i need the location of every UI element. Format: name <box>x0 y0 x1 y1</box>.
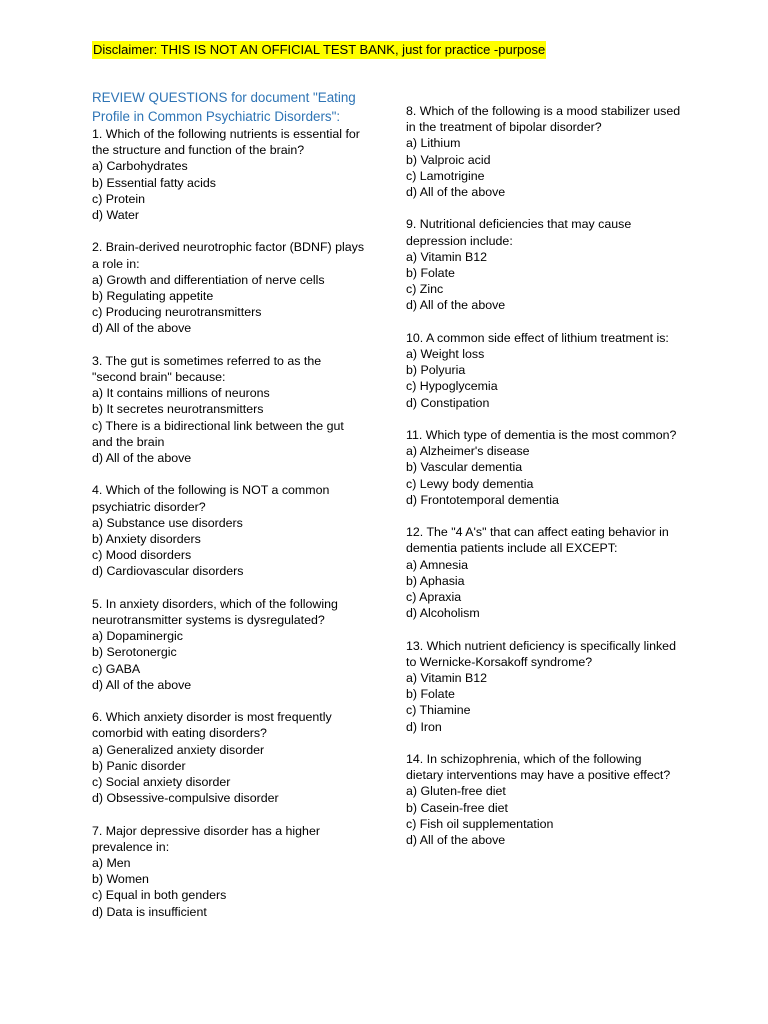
answer-option: c) Fish oil supplementation <box>406 816 554 831</box>
question-text: 1. Which of the following nutrients is essential for the structure and function of the brain? <box>92 127 360 158</box>
answer-option: d) All of the above <box>406 185 506 200</box>
answer-option: c) Protein <box>92 191 146 206</box>
question-text: 8. Which of the following is a mood stabilizer used in the treatment of bipolar disorder? <box>406 104 681 135</box>
question-text: 5. In anxiety disorders, which of the following neurotransmitter systems is dysregulated? <box>92 596 338 628</box>
answer-option: b) Valproic acid <box>406 152 491 167</box>
answer-option: a) Vitamin B12 <box>406 249 488 264</box>
question-block <box>406 427 681 508</box>
answer-option: b) Folate <box>406 687 455 702</box>
answer-option: a) Weight loss <box>406 347 485 362</box>
answer-option: a) It contains millions of neurons <box>92 386 270 401</box>
answer-option: b) Polyuria <box>406 363 466 378</box>
answer-option: d) All of the above <box>406 833 506 848</box>
answer-option: d) All of the above <box>92 677 192 692</box>
question-block <box>92 823 364 920</box>
answer-option: c) Apraxia <box>406 590 462 605</box>
answer-option: c) Zinc <box>406 282 444 297</box>
answer-option: c) Thiamine <box>406 703 471 718</box>
answer-option: d) All of the above <box>92 321 192 336</box>
answer-option: d) Cardiovascular disorders <box>92 564 244 579</box>
answer-option: b) Panic disorder <box>92 758 186 773</box>
review-heading: REVIEW QUESTIONS for document "Eating Profile in Common Psychiatric Disorders": <box>92 90 356 124</box>
answer-option: d) Frontotemporal dementia <box>406 492 559 507</box>
answer-option: a) Gluten-free diet <box>406 784 506 799</box>
answer-option: c) Producing neurotransmitters <box>92 305 262 320</box>
question-block <box>92 239 364 336</box>
answer-option: d) All of the above <box>406 298 506 313</box>
question-block <box>406 103 681 200</box>
answer-option: c) Mood disorders <box>92 548 192 563</box>
answer-option: a) Generalized anxiety disorder <box>92 742 265 757</box>
answer-option: b) Vascular dementia <box>406 460 523 475</box>
answer-option: c) GABA <box>92 661 141 676</box>
answer-option: b) Aphasia <box>406 573 465 588</box>
answer-option: b) Essential fatty acids <box>92 175 216 190</box>
answer-option: a) Growth and differentiation of nerve cells <box>92 272 325 287</box>
disclaimer-banner: Disclaimer: THIS IS NOT AN OFFICIAL TEST BANK, just for practice -purpose <box>93 42 546 57</box>
question-text: 12. The "4 A's" that can affect eating behavior in dementia patients include all EXCEPT: <box>406 525 669 556</box>
answer-option: a) Lithium <box>406 136 461 151</box>
answer-option: c) Social anxiety disorder <box>92 775 231 790</box>
question-text: 13. Which nutrient deficiency is specifically linked to Wernicke-Korsakoff syndrome? <box>406 638 676 669</box>
answer-option: a) Amnesia <box>406 557 468 572</box>
answer-option: d) Water <box>92 208 140 223</box>
question-block <box>92 596 364 693</box>
right-column <box>406 103 681 864</box>
answer-option: c) Hypoglycemia <box>406 379 498 394</box>
answer-option: b) Serotonergic <box>92 645 177 660</box>
left-column <box>92 88 364 936</box>
question-block <box>406 216 681 313</box>
answer-option: a) Substance use disorders <box>92 515 243 530</box>
question-text: 10. A common side effect of lithium treatment is: <box>406 330 669 345</box>
left-question-list <box>92 126 364 920</box>
answer-option: c) Lamotrigine <box>406 168 485 183</box>
question-block <box>92 353 364 466</box>
answer-option: a) Alzheimer's disease <box>406 444 530 459</box>
answer-option: d) Iron <box>406 719 442 734</box>
question-text: 6. Which anxiety disorder is most frequently comorbid with eating disorders? <box>92 710 332 741</box>
answer-option: b) Folate <box>406 266 455 281</box>
right-question-list <box>406 103 681 848</box>
answer-option: b) Casein-free diet <box>406 800 508 815</box>
answer-option: d) Obsessive-compulsive disorder <box>92 791 279 806</box>
answer-option: b) Regulating appetite <box>92 289 214 304</box>
question-block <box>92 482 364 579</box>
answer-option: d) All of the above <box>92 451 192 466</box>
answer-option: a) Dopaminergic <box>92 629 183 644</box>
answer-option: b) It secretes neurotransmitters <box>92 402 264 417</box>
answer-option: a) Men <box>92 856 131 871</box>
answer-option: c) Equal in both genders <box>92 888 227 903</box>
question-block <box>406 638 681 735</box>
question-block <box>406 751 681 848</box>
question-text: 4. Which of the following is NOT a common psychiatric disorder? <box>92 483 330 514</box>
answer-option: d) Alcoholism <box>406 606 480 621</box>
question-text: 14. In schizophrenia, which of the following dietary interventions may have a positive effect? <box>406 752 671 783</box>
question-block <box>406 524 681 621</box>
answer-option: c) Lewy body dementia <box>406 476 534 491</box>
answer-option: c) There is a bidirectional link between the gut and the brain <box>92 418 344 449</box>
answer-option: b) Women <box>92 872 149 887</box>
question-text: 3. The gut is sometimes referred to as the "second brain" because: <box>92 353 322 385</box>
answer-option: d) Data is insufficient <box>92 904 207 919</box>
question-block <box>406 330 681 411</box>
answer-option: a) Carbohydrates <box>92 159 188 174</box>
question-text: 9. Nutritional deficiencies that may cause depression include: <box>406 217 632 248</box>
question-text: 11. Which type of dementia is the most common? <box>406 428 677 443</box>
answer-option: a) Vitamin B12 <box>406 671 488 686</box>
question-text: 2. Brain-derived neurotrophic factor (BDNF) plays a role in: <box>92 240 365 271</box>
answer-option: d) Constipation <box>406 395 490 410</box>
answer-option: b) Anxiety disorders <box>92 532 201 547</box>
question-block <box>92 709 364 806</box>
question-block <box>92 126 364 223</box>
question-text: 7. Major depressive disorder has a higher prevalence in: <box>92 823 320 854</box>
